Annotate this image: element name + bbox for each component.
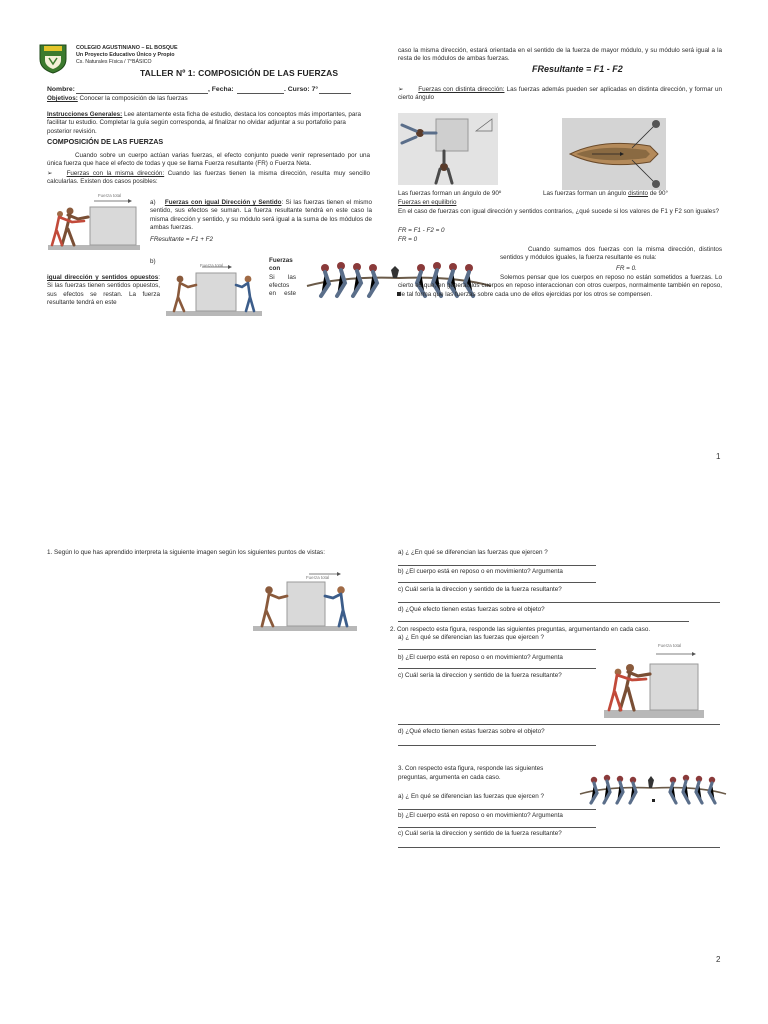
case-a-marker: a) bbox=[150, 199, 156, 206]
school-name: COLEGIO AGUSTINIANO – EL BOSQUE bbox=[76, 45, 178, 51]
arrow-bullet-icon: ➢ bbox=[47, 170, 53, 177]
case-b-label: igual dirección y sentidos opuestos bbox=[47, 274, 159, 281]
case-b-marker: b) bbox=[150, 258, 156, 265]
case-b-word2: con bbox=[269, 265, 281, 272]
date-label: , Fecha: bbox=[208, 86, 234, 93]
case-b-text-left: : Si las fuerzas tienen sentidos opuestos, sus efectos se restan. La fuerza resultante tendrá en este bbox=[47, 274, 160, 306]
case-b-word1: Fuerzas bbox=[269, 257, 293, 264]
case-a-paragraph bbox=[150, 199, 372, 232]
q2a: a) ¿ En qué se diferencian las fuerzas que ejercen ? bbox=[398, 634, 544, 641]
figure-b-label: Fuerza total bbox=[200, 263, 224, 268]
name-label: Nombre: bbox=[47, 86, 75, 93]
page-number-1: 1 bbox=[716, 452, 721, 461]
case-b-col-1: Si las bbox=[269, 274, 296, 281]
q1c: c) Cuál sería la direccion y sentido de la fuerza resultante? bbox=[398, 586, 562, 593]
q2-figure-push-same-direction bbox=[604, 640, 704, 718]
caption-distinct-pre: Las fuerzas forman un ángulo bbox=[543, 190, 627, 197]
sum-text: Cuando sumamos dos fuerzas con la misma dirección, distintos sentidos y módulos iguales, la fuerza resultante es nula: bbox=[500, 246, 722, 262]
distinct-direction-label: Fuerzas con distinta dirección: bbox=[418, 86, 505, 93]
name-line[interactable] bbox=[76, 93, 208, 94]
course-line[interactable] bbox=[319, 93, 351, 94]
q3c: c) Cuál sería la direccion y sentido de la fuerza resultante? bbox=[398, 830, 562, 837]
q2a-answer-line[interactable] bbox=[398, 649, 596, 650]
right-intro: caso la misma dirección, estará orientada en el sentido de la fuerza de mayor módulo, y su módulo será igual a la resta de los módulos de ambas fuerzas. bbox=[398, 47, 722, 63]
school-logo bbox=[37, 42, 69, 74]
equilibrium-label: Fuerzas en equilibrio bbox=[398, 199, 457, 206]
q3-figure-tug-of-war bbox=[578, 770, 728, 806]
question-1: 1. Según lo que has aprendido interpreta la siguiente imagen según los siguientes puntos de vistas: bbox=[47, 549, 325, 556]
q1a-answer-line[interactable] bbox=[398, 565, 596, 566]
same-direction-text: Cuando las fuerzas tienen la misma dirección, resulta muy sencillo calcularlas. Existen dos casos posibles: bbox=[47, 170, 371, 186]
q1d-answer-line[interactable] bbox=[398, 621, 689, 622]
equilibrium-formula-1: FR = F1 - F2 = 0 bbox=[398, 227, 445, 234]
q1d: d) ¿Qué efecto tienen estas fuerzas sobre el objeto? bbox=[398, 606, 545, 613]
q2d: d) ¿Qué efecto tienen estas fuerzas sobre el objeto? bbox=[398, 728, 545, 735]
q1a: a) ¿ ¿En qué se diferencian las fuerzas que ejercen ? bbox=[398, 549, 548, 556]
q2d-answer-line[interactable] bbox=[398, 745, 596, 746]
rest-paragraph: Solemos pensar que los cuerpos en reposo no están sometidos a fuerzas. Lo cierto es que, en general, los cuerpos en reposo interaccionan con otros cuerpos, normalmente también en reposo, de tal forma que las fuerzas sobre cada uno de ellos ejercidas por los otros se compensen. bbox=[398, 274, 722, 298]
question-2: 2. Con respecto esta figura, responde las siguientes preguntas, argumentando en cada caso. bbox=[390, 626, 651, 633]
q2b: b) ¿El cuerpo está en reposo o en movimiento? Argumenta bbox=[398, 654, 563, 661]
question-3-line-2: preguntas, argumenta en cada caso. bbox=[398, 774, 501, 781]
case-b-col-3: en este bbox=[269, 290, 296, 297]
q3a-answer-line[interactable] bbox=[398, 809, 596, 810]
q1b: b) ¿El cuerpo está en reposo o en movimiento? Argumenta bbox=[398, 568, 563, 575]
q3b-answer-line[interactable] bbox=[398, 827, 596, 828]
figure-boat-angle bbox=[562, 118, 666, 190]
question-3-line-1: 3. Con respecto esta figura, responde las siguientes bbox=[398, 765, 544, 772]
school-subject: Cs. Naturales Física / 7°BÁSICO bbox=[76, 59, 152, 65]
instructions bbox=[47, 111, 367, 136]
case-a-formula: FResultante = F1 + F2 bbox=[150, 236, 213, 243]
q3a: a) ¿ En qué se diferencian las fuerzas que ejercen ? bbox=[398, 793, 544, 800]
q1c-answer-line[interactable] bbox=[398, 602, 720, 603]
arrow-bullet-icon: ➢ bbox=[398, 86, 404, 93]
q1b-answer-line[interactable] bbox=[398, 582, 596, 583]
same-direction-label: Fuerzas con la misma dirección: bbox=[66, 170, 165, 177]
page-number-2: 2 bbox=[716, 955, 721, 964]
case-a-label: Fuerzas con igual Dirección y Sentido bbox=[164, 199, 282, 206]
q1-figure-push-opposite bbox=[253, 566, 357, 632]
caption-distinct-angle bbox=[543, 190, 668, 198]
caption-distinct-word: distinto bbox=[628, 190, 649, 197]
figure-a-label: Fuerza total bbox=[98, 193, 122, 198]
q2-figure-label: Fuerza total bbox=[658, 643, 682, 648]
instructions-text: Lee atentamente esta ficha de estudio, destaca los conceptos más importantes, para facilitar tu estudio. Completar la guía según corresponda, al finalizar no olvidar adjuntar a su portafolio para posterior revisión. bbox=[47, 111, 361, 135]
q3c-answer-line[interactable] bbox=[398, 847, 720, 848]
school-project: Un Proyecto Educativo Único y Propio bbox=[76, 52, 175, 58]
distinct-direction-paragraph bbox=[398, 86, 722, 103]
date-line[interactable] bbox=[237, 93, 284, 94]
distinct-direction-text: Las fuerzas además pueden ser aplicadas en distinta dirección, y formar un cierto ángulo bbox=[398, 86, 722, 102]
q3b: b) ¿El cuerpo está en reposo o en movimiento? Argumenta bbox=[398, 812, 563, 819]
q2b-answer-line[interactable] bbox=[398, 668, 596, 669]
case-b-left-paragraph bbox=[47, 274, 160, 307]
same-direction-paragraph bbox=[47, 170, 370, 187]
case-b-col-2: efectos bbox=[269, 282, 290, 289]
course-label: . Curso: 7° bbox=[284, 86, 319, 93]
q2c-answer-line[interactable] bbox=[398, 724, 720, 725]
right-formula: FResultante = F1 - F2 bbox=[532, 64, 623, 74]
page-title: TALLER Nº 1: COMPOSICIÓN DE LAS FUERZAS bbox=[140, 68, 339, 78]
case-a-text: : Si las fuerzas tienen el mismo sentido, sus efectos se suman. La fuerza resultante tendrá en este caso la misma dirección y sentido, y su módulo será igual a la suma de los módulos de ambas fuerzas. bbox=[150, 199, 372, 231]
caption-distinct-post: de 90° bbox=[649, 190, 669, 197]
figure-push-same-direction bbox=[48, 191, 140, 251]
q1-figure-label: Fuerza total bbox=[306, 575, 330, 580]
objectives-text: Conocer la composición de las fuerzas bbox=[79, 95, 188, 102]
caption-90-degree: Las fuerzas forman un ángulo de 90º bbox=[398, 190, 502, 197]
equilibrium-text: En el caso de fuerzas con igual dirección y sentidos contrarios, ¿qué sucede si los valores de F1 y F2 son iguales? bbox=[398, 208, 719, 215]
section-title: COMPOSICIÓN DE LAS FUERZAS bbox=[47, 137, 164, 146]
intro-paragraph: Cuando sobre un cuerpo actúan varias fuerzas, el efecto conjunto puede venir representado por una única fuerza que hace el efecto de todas y que se llama Fuerza resultante (FR) o Fuerza Neta. bbox=[47, 152, 370, 168]
objectives bbox=[47, 95, 367, 103]
figure-90-degree bbox=[398, 113, 498, 185]
instructions-label: Instrucciones Generales: bbox=[47, 111, 123, 118]
sum-formula: FR = 0. bbox=[616, 265, 637, 272]
equilibrium-formula-2: FR = 0 bbox=[398, 236, 418, 243]
q2c: c) Cuál sería la direccion y sentido de la fuerza resultante? bbox=[398, 672, 562, 679]
objectives-label: Objetivos: bbox=[47, 95, 78, 102]
